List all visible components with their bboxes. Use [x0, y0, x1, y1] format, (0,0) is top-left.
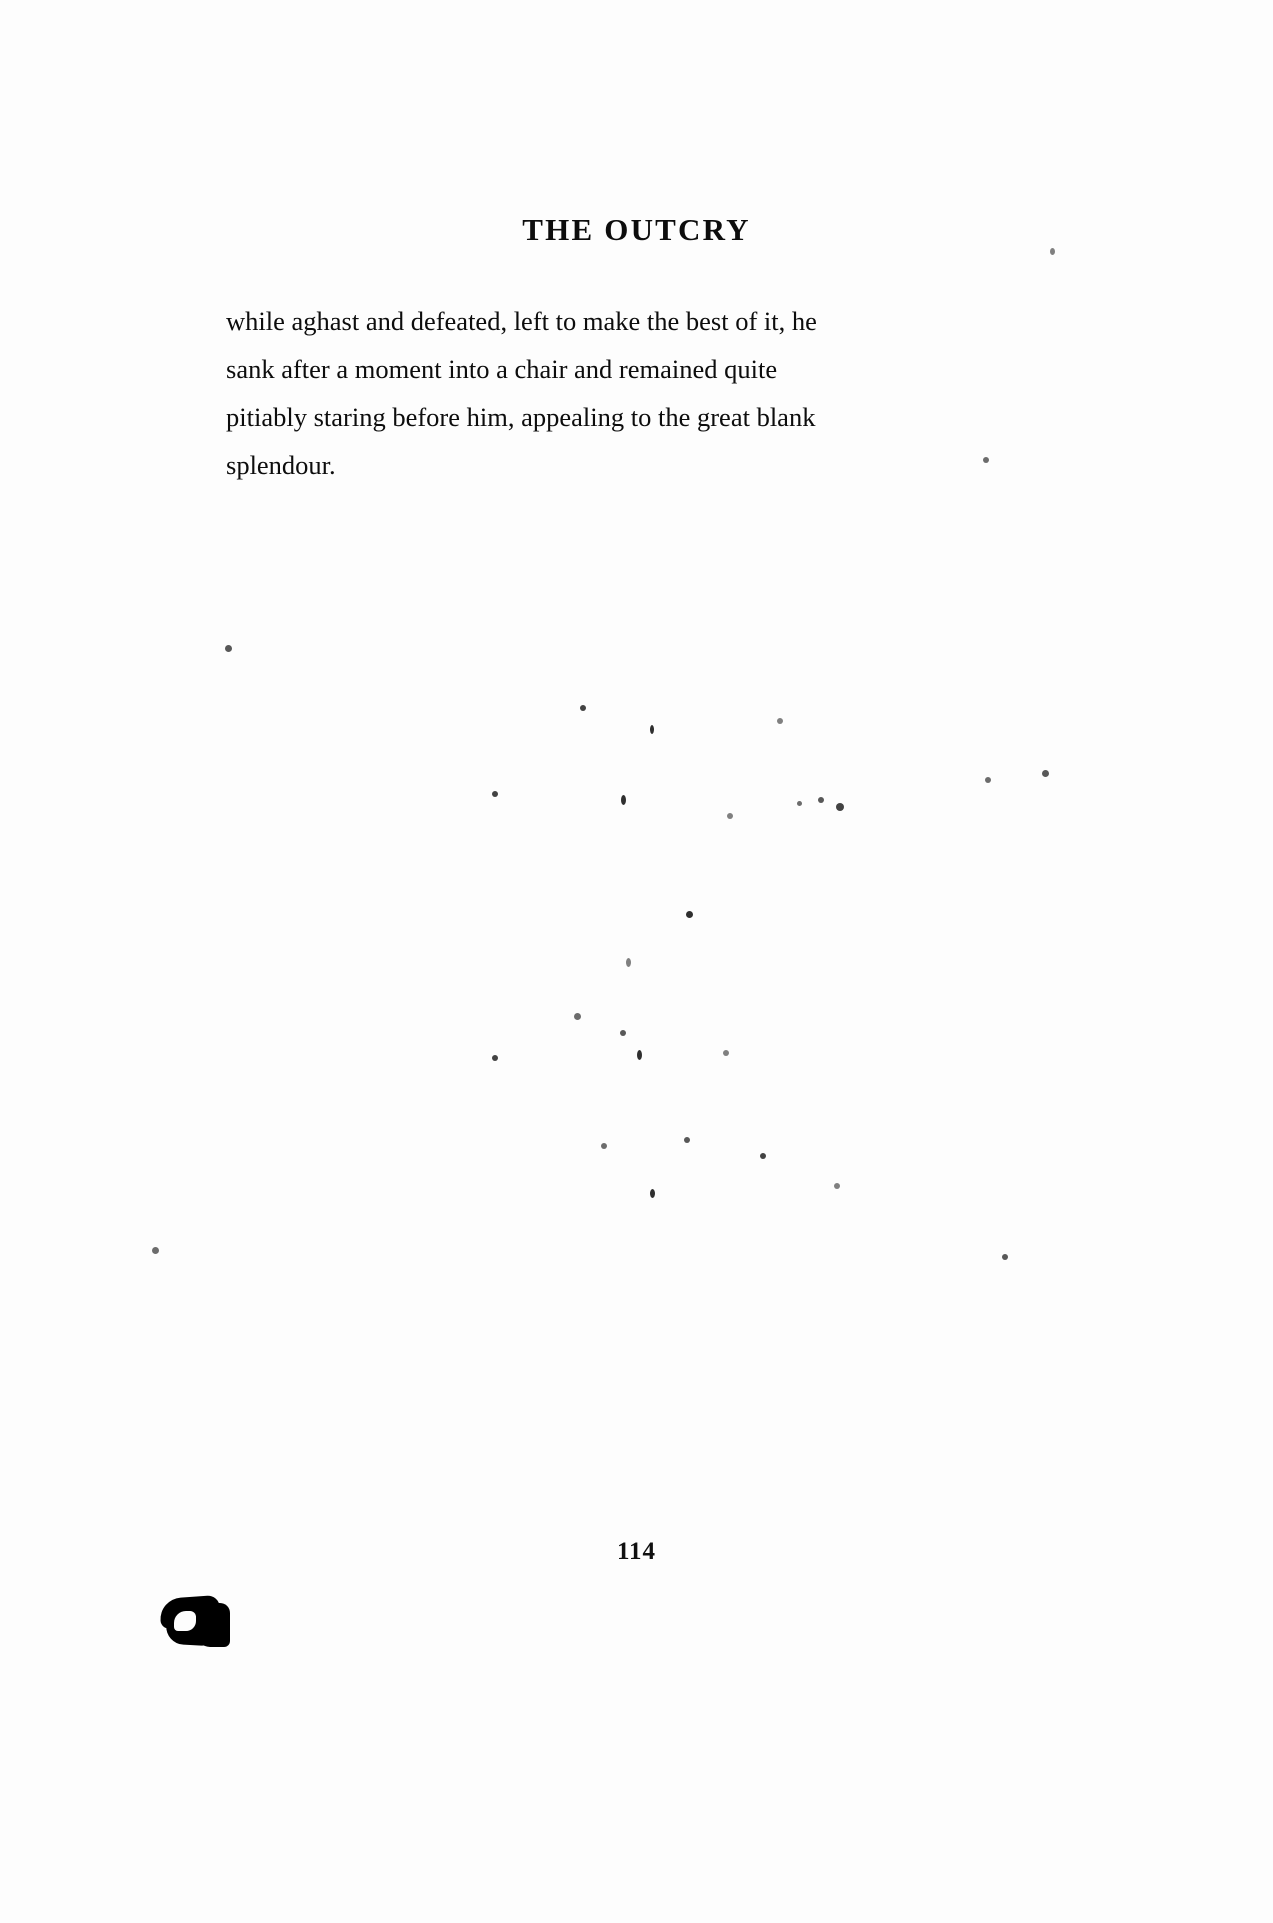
speckle	[574, 1013, 581, 1020]
speckle	[492, 1055, 498, 1061]
speckle	[621, 795, 626, 805]
body-text	[226, 297, 846, 489]
paragraph: while aghast and defeated, left to make the best of it, he sank after a moment into a chair and remained quite pitiably staring before him, appealing to the great blank splendour.	[226, 306, 817, 480]
speckle	[601, 1143, 607, 1149]
speckle	[637, 1050, 642, 1060]
speckle	[225, 645, 232, 652]
speckle	[1002, 1254, 1008, 1260]
speckle	[686, 911, 693, 918]
speckle	[580, 705, 586, 711]
speckle	[650, 725, 654, 734]
speckle	[983, 457, 989, 463]
corner-smudge-artifact	[160, 1597, 242, 1649]
speckle	[723, 1050, 729, 1056]
speckle	[777, 718, 783, 724]
speckle	[985, 777, 991, 783]
speckle	[818, 797, 824, 803]
speckle	[834, 1183, 840, 1189]
speckle	[620, 1030, 626, 1036]
speckle	[797, 801, 802, 806]
speckle	[152, 1247, 159, 1254]
running-head: THE OUTCRY	[522, 212, 751, 247]
speckle	[1050, 248, 1055, 255]
speckle	[836, 803, 844, 811]
speckle	[727, 813, 733, 819]
speckle	[684, 1137, 690, 1143]
speckle	[492, 791, 498, 797]
speckle	[1042, 770, 1049, 777]
speckle	[760, 1153, 766, 1159]
page-number: 114	[616, 1538, 657, 1565]
speckle	[650, 1189, 655, 1198]
speckle	[626, 958, 631, 967]
